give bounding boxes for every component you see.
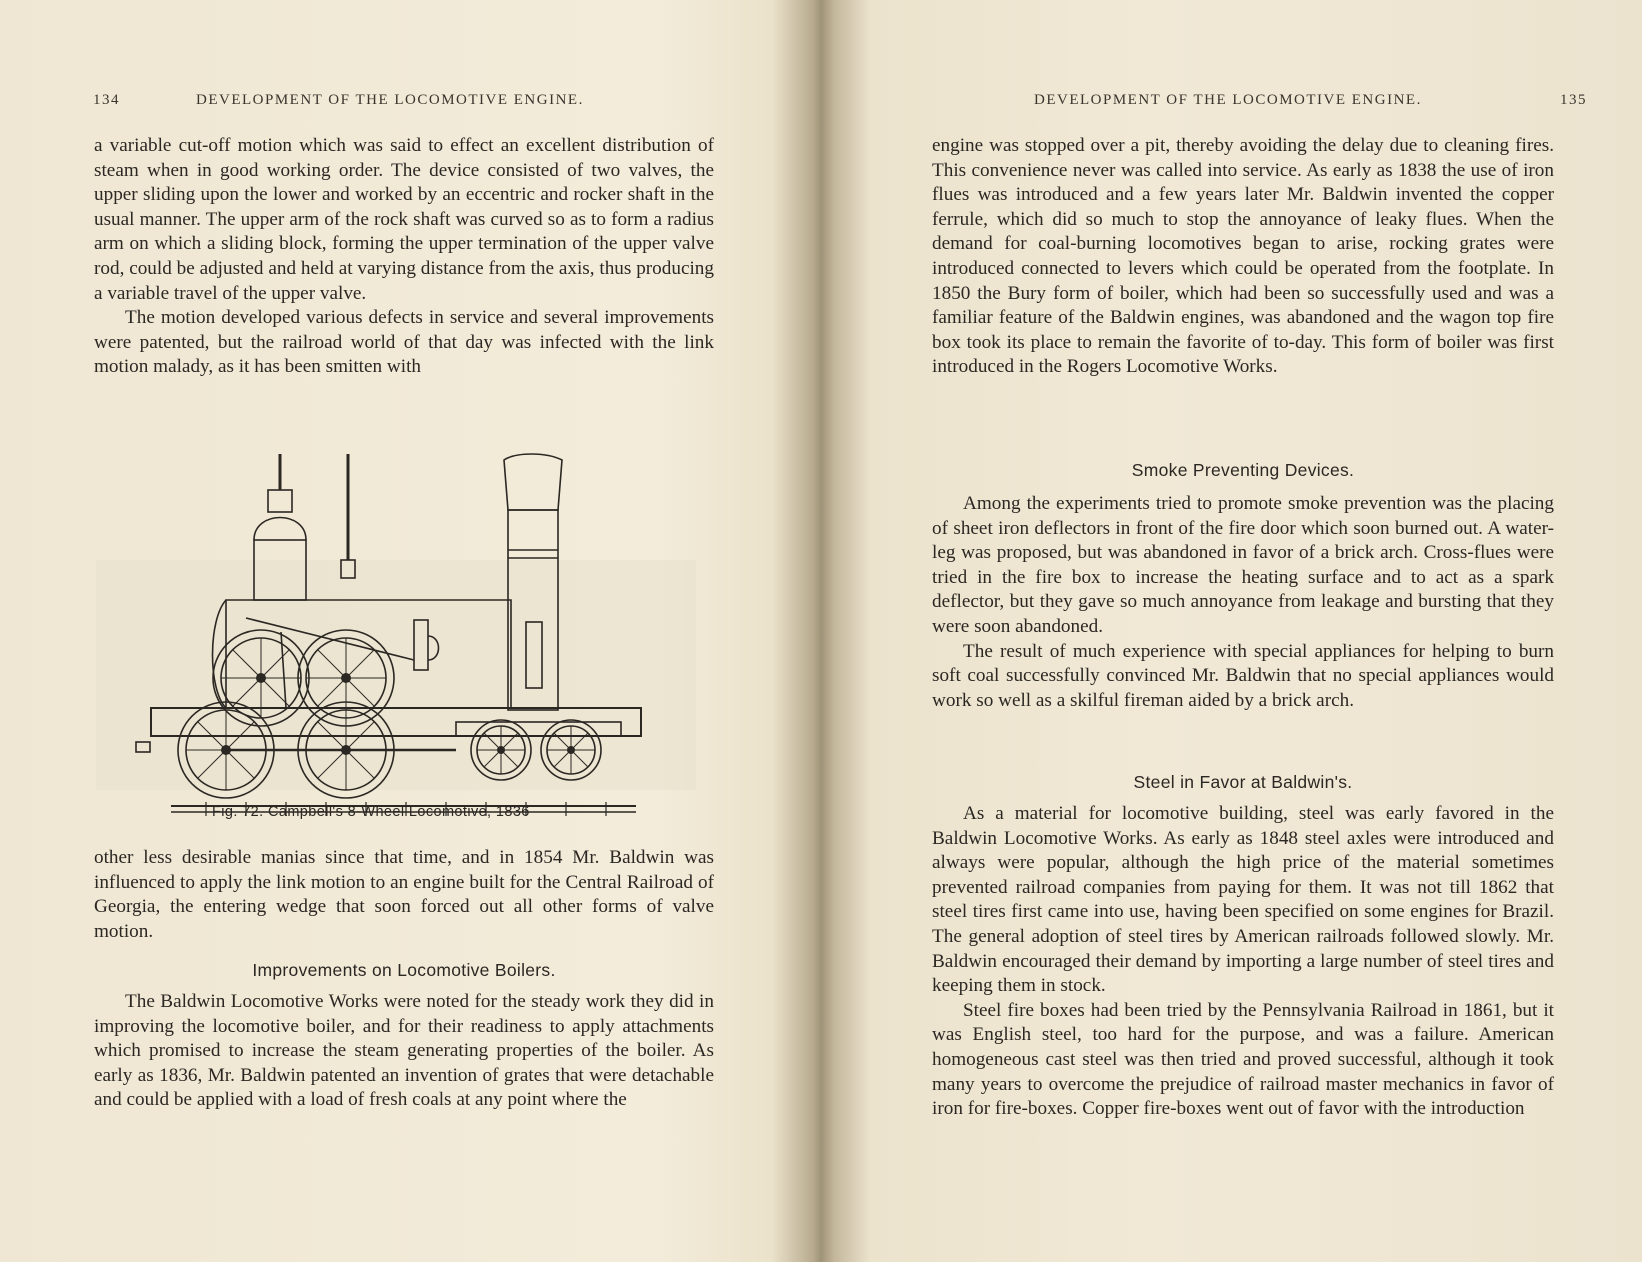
paragraph: a variable cut-off motion which was said to effect an excellent distribution of steam when in good working order. The device consisted of two valves, the upper sliding upon the lower and worked by an eccentric and rocker shaft in the usual manner. The upper arm of the rock shaft was curved so as to form a radius arm on which a sliding block, forming the upper termination of the upper valve rod, could be adjusted and held at varying distance from the axis, thus producing a variable travel of the upper valve. [94,135,714,304]
paragraph: engine was stopped over a pit, thereby avoiding the delay due to cleaning fires. This convenience never was called into service. As early as 1838 the use of iron flues was introduced and a few years later Mr. Baldwin invented the copper ferrule, which did so much to stop the annoyance of leaky flues. When the demand for coal-burning locomotives began to arise, rocking grates were introduced connected to levers which could be operated from the footplate. In 1850 the Bury form of boiler, which had been so successfully used and was a familiar feature of the Baldwin engines, was abandoned and the wagon top fire box took its place to remain the favorite of to-day. This form of boiler was first introduced in the Rogers Locomotive Works. [932,135,1554,378]
right-text-section-2 [932,802,1554,1122]
right-text-top [932,134,1554,380]
paragraph: As a material for locomotive building, steel was early favored in the Baldwin Locomotive Works. As early as 1848 steel axles were introduced and always were popular, although the high price of the material sometimes prevented railroad companies from paying for them. It was not till 1862 that steel tires first came into use, having been specified on some engines for Brazil. The general adoption of steel tires by American railroads followed slowly. Mr. Baldwin encouraged their demand by importing a large number of steel tires and keeping them in stock. [932,803,1554,997]
paragraph: The motion developed various defects in service and several improvements were patented, but the railroad world of that day was infected with the link motion malady, as it has been smitten with [94,307,714,378]
left-text-top [94,134,714,380]
running-head-right: DEVELOPMENT OF THE LOCOMOTIVE ENGINE. [1034,92,1422,108]
right-text-section-1 [932,492,1554,713]
section-heading-steel: Steel in Favor at Baldwin's. [1133,772,1353,792]
left-page [0,0,820,1262]
paragraph: Among the experiments tried to promote smoke prevention was the placing of sheet iron deflectors in front of the fire door which soon burned out. A water-leg was proposed, but was abandoned in favor of a brick arch. Cross-flues were tried in the fire box to increase the heating surface and to act as a spark deflector, but they gave so much annoyance from leakage and bursting that they were soon abandoned. [932,493,1554,637]
section-heading-smoke: Smoke Preventing Devices. [1131,460,1355,480]
left-text-after-figure [94,846,714,944]
paragraph: other less desirable manias since that time, and in 1854 Mr. Baldwin was influenced to apply the link motion to an engine built for the Central Railroad of Georgia, the entering wedge that soon forced out all other forms of valve motion. [94,847,714,942]
figure-caption: Fig. 72. Campbell's 8-Wheel Locomotive, 1836 [212,804,530,820]
paragraph: The result of much experience with special appliances for helping to burn soft coal successfully convinced Mr. Baldwin that no special appliances would work so well as a skilful fireman aided by a brick arch. [932,640,1554,711]
locomotive-illustration [96,450,716,830]
left-text-bottom [94,990,714,1113]
paragraph: The Baldwin Locomotive Works were noted for the steady work they did in improving the locomotive boiler, and for their readiness to apply attachments which promised to increase the steam generating properties of the boiler. As early as 1836, Mr. Baldwin patented an invention of grates that were detachable and could be applied with a load of fresh coals at any point where the [94,991,714,1111]
paragraph: Steel fire boxes had been tried by the Pennsylvania Railroad in 1861, but it was English steel, too hard for the purpose, and was a failure. American homogeneous cast steel was then tried and proved successful, although it took many years to overcome the prejudice of railroad master mechanics in favor of iron for fire-boxes. Copper fire-boxes went out of favor with the introduction [932,999,1554,1120]
section-heading-boilers: Improvements on Locomotive Boilers. [252,960,556,980]
right-page [822,0,1642,1262]
page-number-left: 134 [93,92,120,108]
figure-locomotive [96,450,716,830]
page-number-right: 135 [1560,92,1587,108]
running-head-left: DEVELOPMENT OF THE LOCOMOTIVE ENGINE. [196,92,584,108]
